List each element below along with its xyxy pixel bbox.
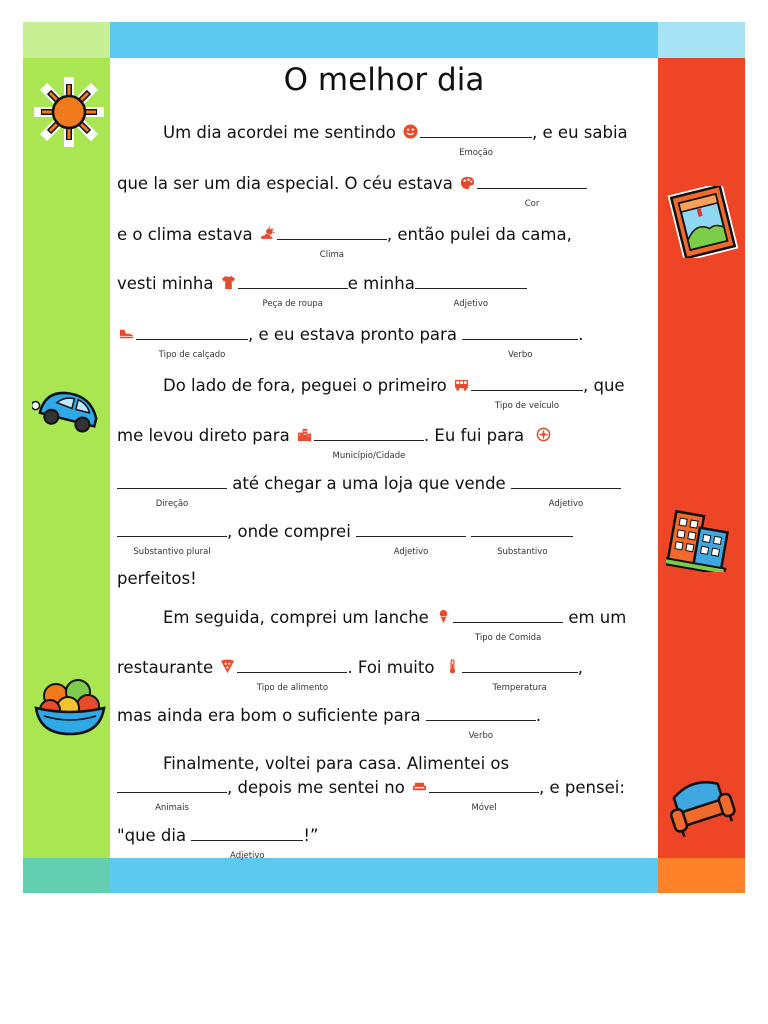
compass-icon (535, 427, 552, 442)
smiley-icon (402, 124, 419, 139)
frame-right (658, 58, 745, 858)
weather-icon (259, 226, 276, 241)
story-line: mas ainda era bom o suficiente para Verbo . (117, 706, 542, 741)
sofa-sticker-icon (664, 776, 738, 838)
fruit-bowl-sticker-icon (32, 672, 108, 738)
story-line: vesti minha Peça de roupa e minha Adjetivo (117, 274, 527, 294)
shoe-icon (118, 326, 135, 341)
sofa-icon (411, 779, 428, 794)
sun-sticker-icon (30, 76, 108, 148)
story-line: Do lado de fora, peguei o primeiro Tipo de veículo , que (163, 376, 625, 411)
blank-field[interactable]: Clima (277, 225, 387, 240)
story-line: perfeitos! (117, 569, 197, 588)
bus-icon (453, 377, 470, 392)
story-line: Finalmente, voltei para casa. Alimentei os (163, 754, 510, 773)
blank-field[interactable]: Substantivo plural (117, 522, 227, 537)
blank-field[interactable]: Tipo de veículo (471, 376, 583, 391)
blank-field[interactable]: Móvel (429, 778, 539, 793)
pizza-icon (219, 659, 236, 674)
blank-field[interactable]: Peça de roupa (238, 274, 348, 289)
shirt-icon (220, 275, 237, 290)
frame-top-right (658, 22, 745, 58)
frame-top-mid (110, 22, 658, 58)
story-line: que la ser um dia especial. O céu estava Cor (117, 174, 587, 194)
blank-field[interactable]: Emoção (420, 123, 532, 138)
building-sticker-icon (666, 506, 736, 572)
story-line: Substantivo plural , onde comprei Adjetivo Substantivo (117, 522, 573, 542)
frame-bottom-right (658, 858, 745, 893)
frame-bottom-left (23, 858, 110, 893)
blank-field[interactable]: Adjetivo (191, 826, 303, 841)
blank-field[interactable]: Substantivo (471, 522, 573, 537)
window-sticker-icon (664, 186, 742, 258)
page-title: O melhor dia (283, 62, 485, 98)
story-line: Tipo de calçado , e eu estava pronto para Verbo . (117, 325, 583, 345)
palette-icon (459, 175, 476, 190)
story-line: Em seguida, comprei um lanche Tipo de Comida em um (163, 608, 627, 643)
icecream-icon (435, 609, 452, 624)
story-line: me levou direto para Município/Cidade . Eu fui para (117, 426, 553, 446)
thermometer-icon (444, 659, 461, 674)
blank-field[interactable]: Animais (117, 778, 227, 793)
story-line: e o clima estava Clima , então pulei da cama, (117, 225, 572, 260)
blank-field[interactable]: Direção (117, 474, 227, 489)
story-line: restaurante Tipo de alimento . Foi muito Temperatura , (117, 658, 583, 693)
blank-field[interactable]: Tipo de calçado (136, 325, 248, 340)
blank-field[interactable]: Verbo (426, 706, 536, 721)
story-line: "que dia Adjetivo !” (117, 826, 319, 861)
car-sticker-icon (32, 382, 108, 434)
blank-field[interactable]: Temperatura (462, 658, 578, 673)
blank-field[interactable]: Adjetivo (415, 274, 527, 289)
blank-field[interactable]: Tipo de alimento (237, 658, 347, 673)
blank-field[interactable]: Cor (477, 174, 587, 189)
blank-field[interactable]: Adjetivo (356, 522, 466, 537)
story-line: Direção até chegar a uma loja que vende Adjetivo (117, 474, 621, 494)
story-line: Um dia acordei me sentindo Emoção , e eu sabia (163, 123, 628, 158)
frame-top-left (23, 22, 110, 58)
blank-field[interactable]: Verbo (462, 325, 578, 340)
story-line: Animais , depois me sentei no Móvel , e pensei: (117, 778, 625, 798)
city-icon (296, 427, 313, 442)
blank-field[interactable]: Tipo de Comida (453, 608, 563, 623)
frame-left (23, 58, 110, 858)
blank-field[interactable]: Adjetivo (511, 474, 621, 489)
blank-field[interactable]: Município/Cidade (314, 426, 424, 441)
